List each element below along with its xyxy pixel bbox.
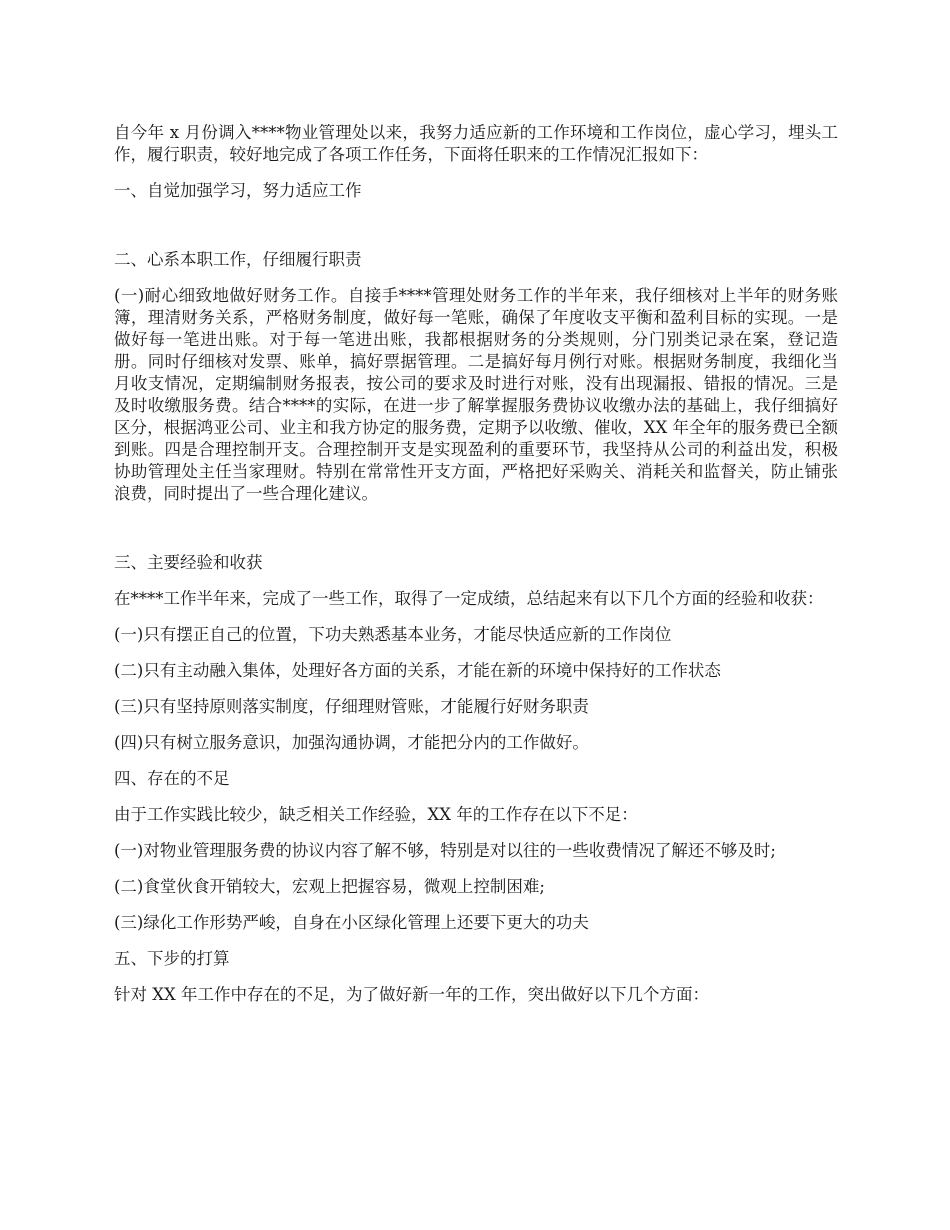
list-item: (二)食堂伙食开销较大，宏观上把握容易，微观上控制困难; <box>114 877 545 896</box>
body-paragraph-finance: (一)耐心细致地做好财务工作。自接手****管理处财务工作的半年来，我仔细核对上半年的财务账簿，理清财务关系，严格财务制度，做好每一笔账，确保了年度收支平衡和盈利目标的实现。一是做好每一笔进出账。对于每一笔进出账，我都根据财务的分类规则，分门别类记录在案，登记造册。同时仔细核对发票、账单，搞好票据管理。二是搞好每月例行对账。根据财务制度，我细化当月收支情况，定期编制财务报表，按公司的要求及时进行对账，没有出现漏报、错报的情况。三是及时收缴服务费。结合****的实际，在进一步了解掌握服务费协议收缴办法的基础上，我仔细搞好区分，根据鸿亚公司、业主和我方协定的服务费，定期予以收缴、催收，XX 年全年的服务费已全额到账。四是合理控制开支。合理控制开支是实现盈利的重要环节，我坚持从公司的利益出发，积极协助管理处主任当家理财。特别在常常性开支方面，严格把好采购关、消耗关和监督关，防止铺张浪费，同时提出了一些合理化建议。 <box>114 286 838 503</box>
section-heading-5: 五、下步的打算 <box>114 949 230 968</box>
list-item: (二)只有主动融入集体，处理好各方面的关系，才能在新的环境中保持好的工作状态 <box>114 661 721 680</box>
body-paragraph-shortcomings: 由于工作实践比较少，缺乏相关工作经验，XX 年的工作存在以下不足： <box>114 805 638 824</box>
document-body <box>114 122 838 1020</box>
list-item: (一)对物业管理服务费的协议内容了解不够，特别是对以往的一些收费情况了解还不够及时; <box>114 841 776 860</box>
list-item: (三)只有坚持原则落实制度，仔细理财管账，才能履行好财务职责 <box>114 697 589 716</box>
section-heading-2: 二、心系本职工作，仔细履行职责 <box>114 250 362 269</box>
body-paragraph-plans: 针对 XX 年工作中存在的不足，为了做好新一年的工作，突出做好以下几个方面： <box>114 985 709 1004</box>
intro-paragraph: 自今年 x 月份调入****物业管理处以来，我努力适应新的工作环境和工作岗位，虚心学习，埋头工作，履行职责，较好地完成了各项工作任务，下面将任职来的工作情况汇报如下： <box>114 123 838 164</box>
list-item: (三)绿化工作形势严峻，自身在小区绿化管理上还要下更大的功夫 <box>114 913 589 932</box>
list-item: (四)只有树立服务意识，加强沟通协调，才能把分内的工作做好。 <box>114 733 589 752</box>
section-heading-4: 四、存在的不足 <box>114 769 230 788</box>
section-heading-3: 三、主要经验和收获 <box>114 553 263 572</box>
section-heading-1: 一、自觉加强学习，努力适应工作 <box>114 181 362 200</box>
list-item: (一)只有摆正自己的位置，下功夫熟悉基本业务，才能尽快适应新的工作岗位 <box>114 625 672 644</box>
body-paragraph-experience: 在****工作半年来，完成了一些工作，取得了一定成绩，总结起来有以下几个方面的经验和收获： <box>114 589 824 608</box>
